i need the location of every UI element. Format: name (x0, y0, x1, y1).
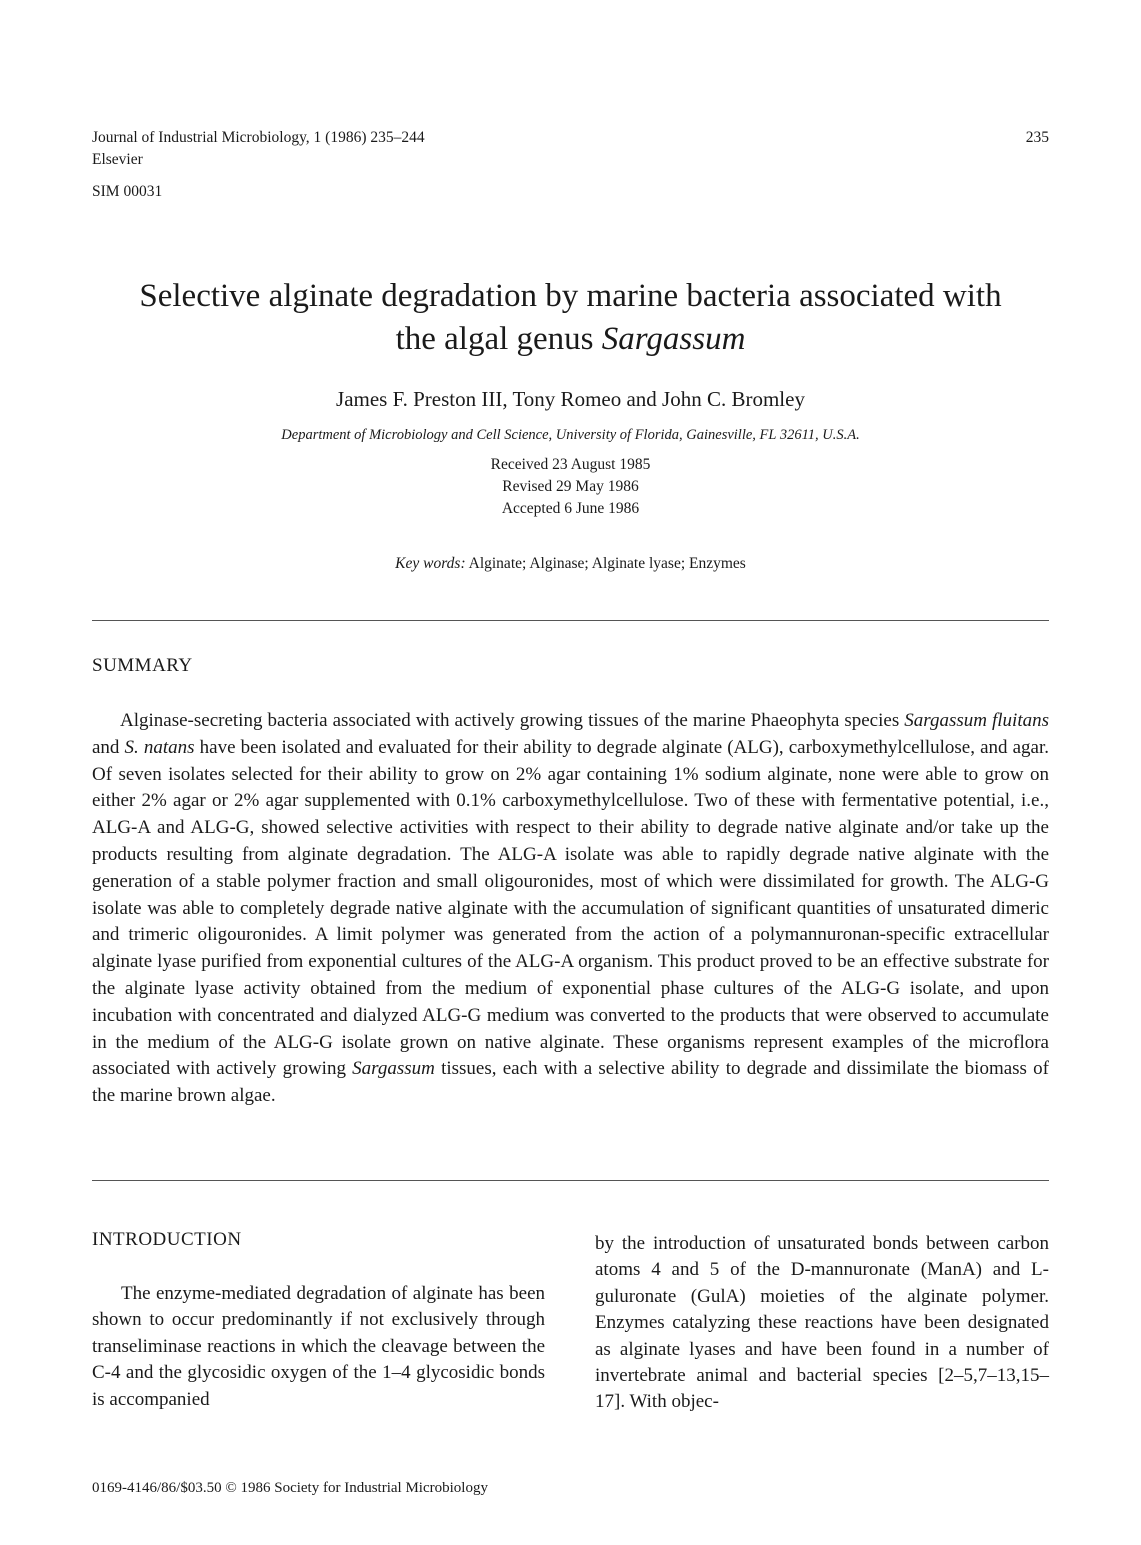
journal-citation: Journal of Industrial Microbiology, 1 (1986) 235–244 (92, 129, 425, 146)
keywords-label: Key words: (395, 555, 466, 572)
publisher: Elsevier (92, 151, 143, 168)
article-title (92, 275, 1049, 361)
introduction-heading: INTRODUCTION (92, 1229, 242, 1250)
page-number: 235 (1025, 129, 1049, 146)
divider-top (92, 620, 1049, 621)
introduction-left-column: The enzyme-mediated degradation of alginate has been shown to occur predominantly if not exclusively through transeliminase reactions in which the cleavage between the C-4 and the glycosidic oxygen of the 1–4 glycosidic bonds is accompanied (92, 1283, 545, 1410)
article-dates (92, 454, 1049, 520)
authors: James F. Preston III, Tony Romeo and John C. Bromley (336, 387, 805, 411)
summary-text-and: and (92, 736, 125, 758)
species-fluitans: Sargassum fluitans (904, 710, 1049, 731)
sim-code: SIM 00031 (92, 183, 163, 200)
genus-sargassum: Sargassum (352, 1058, 435, 1080)
copyright-footer: 0169-4146/86/$03.50 © 1986 Society for Industrial Microbiology (92, 1480, 488, 1496)
keywords-list: Alginate; Alginase; Alginate lyase; Enzymes (465, 555, 746, 572)
accepted-date: Accepted 6 June 1986 (501, 500, 640, 517)
divider-bottom (92, 1180, 1049, 1181)
affiliation: Department of Microbiology and Cell Science, University of Florida, Gainesville, FL 32611, U.S.A. (281, 427, 860, 443)
title-line-1: Selective alginate degradation by marine bacteria associated with (139, 278, 1002, 314)
title-genus: Sargassum (601, 321, 746, 357)
summary-paragraph (92, 708, 1049, 1110)
received-date: Received 23 August 1985 (490, 456, 651, 473)
title-line-2: the algal genus (395, 321, 602, 357)
keywords (92, 553, 1049, 575)
revised-date: Revised 29 May 1986 (502, 478, 639, 495)
species-natans: S. natans (124, 736, 195, 758)
summary-heading: SUMMARY (92, 655, 193, 676)
summary-text-start: Alginase-secreting bacteria associated with actively growing tissues of the marine Phaeophyta species (120, 710, 905, 731)
summary-text-end: tissues, each with a selective ability to degrade and dissimilate the biomass of the marine brown algae. (92, 1058, 1049, 1107)
summary-text-middle: have been isolated and evaluated for their ability to degrade alginate (ALG), carboxymethylcellulose, and agar. Of seven isolates selected for their ability to grow on 2% agar containing 1% sodium alginate, none were able to grow on either 2% agar or 2% agar supplemented with 0.1% carboxymethylcellulose. Two of these with fermentative potential, i.e., ALG-A and ALG-G, showed selective activities with respect to their ability to degrade native alginate and/or take up the products resulting from alginate degradation. The ALG-A isolate was able to rapidly degrade native alginate with the generation of a stable polymer fraction and small oligouronides, most of which were dissimilated for growth. The ALG-G isolate was able to completely degrade native alginate with the accumulation of significant quantities of unsaturated dimeric and trimeric oligouronides. A limit polymer was generated from the action of a polymannuronan-specific extracellular alginate lyase purified from exponential cultures of the ALG-A organism. This product proved to be an effective substrate for the alginate lyase activity obtained from the medium of exponential phase cultures of the ALG-G isolate, and upon incubation with concentrated and dialyzed ALG-G medium was converted to the products that were observed to accumulate in the medium of the ALG-G isolate grown on native alginate. These organisms represent examples of the microflora associated with actively growing (92, 736, 1049, 1080)
introduction-right-column: by the introduction of unsaturated bonds between carbon atoms 4 and 5 of the D-mannuronate (ManA) and L-guluronate (GulA) moieties of the alginate polymer. Enzymes catalyzing these reactions have been designated as alginate lyases and have been found in a number of invertebrate animal and bacterial species [2–5,7–13,15–17]. With objec- (595, 1233, 1049, 1413)
